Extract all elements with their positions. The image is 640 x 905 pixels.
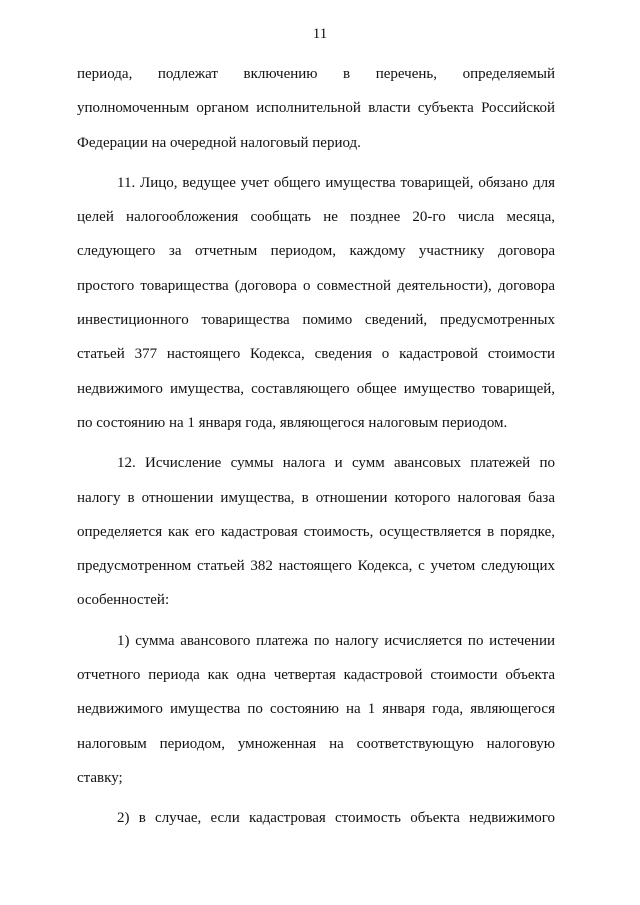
paragraph-12-item-2: 2) в случае, если кадастровая стоимость объекта недвижимого xyxy=(117,810,555,827)
document-body xyxy=(77,57,555,836)
paragraph-12-item-1: 1) сумма авансового платежа по налогу исчисляется по истечении отчетного периода как одна четвертая кадастровой стоимости объекта недвижимого имущества по состоянию на 1 января года, являющегося налоговым периодом, умноженная на соответствующую налоговую ставку; xyxy=(77,632,555,786)
paragraph-11: 11. Лицо, ведущее учет общего имущества товарищей, обязано для целей налогообложения сообщать не позднее 20-го числа месяца, следующего за отчетным периодом, каждому участнику договора простого товарищества (договора о совместной деятельности), договора инвестиционного товарищества помимо сведений, предусмотренных статьей 377 настоящего Кодекса, сведения о кадастровой стоимости недвижимого имущества, составляющего общее имущество товарищей, по состоянию на 1 января года, являющегося налоговым периодом. xyxy=(77,174,555,431)
paragraph-12: 12. Исчисление суммы налога и сумм авансовых платежей по налогу в отношении имущества, в отношении которого налоговая база определяется как его кадастровая стоимость, осуществляется в порядке, предусмотренном статьей 382 настоящего Кодекса, с учетом следующих особенностей: xyxy=(77,455,555,609)
page-number: 11 xyxy=(312,26,328,42)
paragraph-continuation: периода, подлежат включению в перечень, определяемый уполномоченным органом исполнительной власти субъекта Российской Федерации на очередной налоговый период. xyxy=(77,66,555,151)
